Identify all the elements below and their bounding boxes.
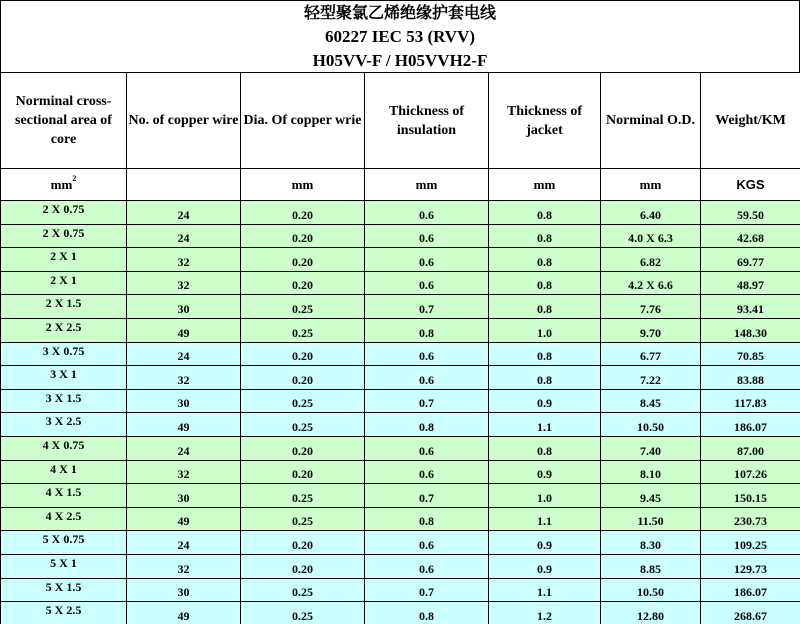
cell-copper-wire-count: 49 <box>127 413 241 437</box>
unit-copper-wire-count <box>127 169 241 201</box>
cell-insulation-thickness: 0.6 <box>365 271 489 295</box>
cell-nominal-od: 8.30 <box>601 531 701 555</box>
cell-cross-section: 4 X 1.5 <box>1 484 127 508</box>
cell-cross-section: 3 X 1 <box>1 366 127 390</box>
table-row <box>1 295 800 319</box>
cell-weight: 69.77 <box>701 248 800 272</box>
table-row <box>1 578 800 602</box>
cell-copper-wire-count: 24 <box>127 224 241 248</box>
spec-table <box>0 72 800 624</box>
header-jacket-thickness: Thickness of jacket <box>489 73 601 169</box>
cell-jacket-thickness: 1.0 <box>489 318 601 342</box>
cell-nominal-od: 6.77 <box>601 342 701 366</box>
cell-copper-wire-diameter: 0.25 <box>241 507 365 531</box>
cell-nominal-od: 10.50 <box>601 578 701 602</box>
cell-insulation-thickness: 0.8 <box>365 413 489 437</box>
unit-weight: KGS <box>701 169 800 201</box>
cell-copper-wire-count: 30 <box>127 295 241 319</box>
cell-weight: 150.15 <box>701 484 800 508</box>
header-weight: Weight/KM <box>701 73 800 169</box>
cell-weight: 48.97 <box>701 271 800 295</box>
cell-insulation-thickness: 0.6 <box>365 342 489 366</box>
cell-jacket-thickness: 1.1 <box>489 507 601 531</box>
cell-weight: 83.88 <box>701 366 800 390</box>
table-row <box>1 531 800 555</box>
cell-cross-section: 4 X 2.5 <box>1 507 127 531</box>
header-nominal-od: Norminal O.D. <box>601 73 701 169</box>
cell-jacket-thickness: 0.8 <box>489 201 601 225</box>
cell-nominal-od: 12.80 <box>601 602 701 624</box>
table-row <box>1 271 800 295</box>
table-row <box>1 201 800 225</box>
cell-jacket-thickness: 0.9 <box>489 554 601 578</box>
cell-jacket-thickness: 0.8 <box>489 271 601 295</box>
cell-jacket-thickness: 0.8 <box>489 366 601 390</box>
cell-cross-section: 5 X 1.5 <box>1 578 127 602</box>
cell-copper-wire-count: 32 <box>127 554 241 578</box>
cell-jacket-thickness: 0.8 <box>489 248 601 272</box>
table-row <box>1 484 800 508</box>
title-chinese: 轻型聚氯乙烯绝缘护套电线 <box>303 3 496 22</box>
cell-weight: 230.73 <box>701 507 800 531</box>
cell-copper-wire-diameter: 0.20 <box>241 248 365 272</box>
cell-weight: 117.83 <box>701 389 800 413</box>
cell-jacket-thickness: 0.8 <box>489 436 601 460</box>
cell-jacket-thickness: 1.1 <box>489 413 601 437</box>
cell-insulation-thickness: 0.7 <box>365 484 489 508</box>
cell-nominal-od: 6.82 <box>601 248 701 272</box>
cell-copper-wire-count: 24 <box>127 342 241 366</box>
cell-copper-wire-diameter: 0.25 <box>241 484 365 508</box>
header-copper-wire-count: No. of copper wire <box>127 73 241 169</box>
cell-copper-wire-count: 49 <box>127 318 241 342</box>
cell-insulation-thickness: 0.7 <box>365 389 489 413</box>
cell-insulation-thickness: 0.7 <box>365 295 489 319</box>
cell-cross-section: 2 X 0.75 <box>1 201 127 225</box>
cell-nominal-od: 4.2 X 6.6 <box>601 271 701 295</box>
cell-nominal-od: 7.40 <box>601 436 701 460</box>
cell-copper-wire-diameter: 0.25 <box>241 295 365 319</box>
cell-copper-wire-count: 32 <box>127 248 241 272</box>
header-copper-wire-diameter: Dia. Of copper wrie <box>241 73 365 169</box>
cell-insulation-thickness: 0.6 <box>365 366 489 390</box>
cell-nominal-od: 10.50 <box>601 413 701 437</box>
cell-jacket-thickness: 0.9 <box>489 531 601 555</box>
cell-weight: 268.67 <box>701 602 800 624</box>
table-row <box>1 460 800 484</box>
cell-jacket-thickness: 0.9 <box>489 389 601 413</box>
table-row <box>1 602 800 624</box>
cell-jacket-thickness: 0.8 <box>489 342 601 366</box>
cell-copper-wire-diameter: 0.20 <box>241 224 365 248</box>
cell-nominal-od: 7.22 <box>601 366 701 390</box>
cell-cross-section: 3 X 0.75 <box>1 342 127 366</box>
units-row <box>1 169 800 201</box>
cell-insulation-thickness: 0.7 <box>365 578 489 602</box>
cell-copper-wire-diameter: 0.20 <box>241 460 365 484</box>
cell-weight: 129.73 <box>701 554 800 578</box>
cell-insulation-thickness: 0.6 <box>365 248 489 272</box>
table-row <box>1 554 800 578</box>
cell-nominal-od: 8.10 <box>601 460 701 484</box>
cell-jacket-thickness: 0.8 <box>489 224 601 248</box>
header-cross-section: Norminal cross-sectional area of core <box>1 73 127 169</box>
unit-cross-section: $mm^2$ <box>1 169 127 201</box>
cell-nominal-od: 8.45 <box>601 389 701 413</box>
cell-jacket-thickness: 1.1 <box>489 578 601 602</box>
cell-copper-wire-diameter: 0.20 <box>241 554 365 578</box>
cell-copper-wire-diameter: 0.20 <box>241 271 365 295</box>
cell-copper-wire-count: 24 <box>127 531 241 555</box>
title-standard: 60227 IEC 53 (RVV) <box>324 27 476 46</box>
table-row <box>1 389 800 413</box>
cell-cross-section: 2 X 1.5 <box>1 295 127 319</box>
cell-nominal-od: 4.0 X 6.3 <box>601 224 701 248</box>
table-row <box>1 248 800 272</box>
cell-copper-wire-diameter: 0.25 <box>241 318 365 342</box>
table-row <box>1 436 800 460</box>
cell-cross-section: 2 X 1 <box>1 248 127 272</box>
cell-jacket-thickness: 1.2 <box>489 602 601 624</box>
cell-copper-wire-count: 30 <box>127 578 241 602</box>
header-insulation-thickness: Thickness of insulation <box>365 73 489 169</box>
cell-copper-wire-diameter: 0.20 <box>241 342 365 366</box>
unit-jacket-thickness: mm <box>489 169 601 201</box>
cell-nominal-od: 9.70 <box>601 318 701 342</box>
cell-nominal-od: 11.50 <box>601 507 701 531</box>
cell-insulation-thickness: 0.6 <box>365 531 489 555</box>
cell-insulation-thickness: 0.6 <box>365 436 489 460</box>
cell-insulation-thickness: 0.8 <box>365 318 489 342</box>
cell-copper-wire-count: 24 <box>127 201 241 225</box>
cell-copper-wire-count: 30 <box>127 389 241 413</box>
cell-copper-wire-count: 49 <box>127 507 241 531</box>
table-row <box>1 413 800 437</box>
cell-copper-wire-count: 32 <box>127 366 241 390</box>
cell-cross-section: 2 X 0.75 <box>1 224 127 248</box>
cell-insulation-thickness: 0.6 <box>365 460 489 484</box>
table-row <box>1 507 800 531</box>
cell-jacket-thickness: 0.8 <box>489 295 601 319</box>
cell-insulation-thickness: 0.8 <box>365 602 489 624</box>
cell-cross-section: 3 X 1.5 <box>1 389 127 413</box>
cell-insulation-thickness: 0.8 <box>365 507 489 531</box>
cell-insulation-thickness: 0.6 <box>365 201 489 225</box>
header-row <box>1 73 800 169</box>
cell-copper-wire-diameter: 0.20 <box>241 366 365 390</box>
cell-jacket-thickness: 1.0 <box>489 484 601 508</box>
cell-copper-wire-count: 30 <box>127 484 241 508</box>
title-block <box>0 0 800 72</box>
cell-copper-wire-count: 32 <box>127 271 241 295</box>
cell-nominal-od: 8.85 <box>601 554 701 578</box>
cell-weight: 186.07 <box>701 413 800 437</box>
cell-jacket-thickness: 0.9 <box>489 460 601 484</box>
cell-nominal-od: 9.45 <box>601 484 701 508</box>
cell-copper-wire-diameter: 0.25 <box>241 413 365 437</box>
cell-copper-wire-count: 24 <box>127 436 241 460</box>
title-model: H05VV-F / H05VVH2-F <box>312 51 488 70</box>
cell-copper-wire-diameter: 0.25 <box>241 602 365 624</box>
cell-weight: 148.30 <box>701 318 800 342</box>
cell-insulation-thickness: 0.6 <box>365 224 489 248</box>
cell-nominal-od: 7.76 <box>601 295 701 319</box>
table-row <box>1 224 800 248</box>
cell-copper-wire-diameter: 0.20 <box>241 436 365 460</box>
unit-insulation-thickness: mm <box>365 169 489 201</box>
cell-cross-section: 4 X 1 <box>1 460 127 484</box>
cell-weight: 107.26 <box>701 460 800 484</box>
cell-weight: 87.00 <box>701 436 800 460</box>
unit-nominal-od: mm <box>601 169 701 201</box>
cell-cross-section: 5 X 2.5 <box>1 602 127 624</box>
unit-copper-wire-diameter: mm <box>241 169 365 201</box>
cell-copper-wire-diameter: 0.20 <box>241 201 365 225</box>
cell-cross-section: 3 X 2.5 <box>1 413 127 437</box>
table-row <box>1 342 800 366</box>
cell-weight: 59.50 <box>701 201 800 225</box>
cell-weight: 186.07 <box>701 578 800 602</box>
cell-weight: 93.41 <box>701 295 800 319</box>
table-row <box>1 366 800 390</box>
cell-weight: 42.68 <box>701 224 800 248</box>
cell-cross-section: 4 X 0.75 <box>1 436 127 460</box>
table-row <box>1 318 800 342</box>
cell-copper-wire-diameter: 0.20 <box>241 531 365 555</box>
cell-copper-wire-count: 49 <box>127 602 241 624</box>
cell-copper-wire-diameter: 0.25 <box>241 578 365 602</box>
cell-weight: 70.85 <box>701 342 800 366</box>
cell-cross-section: 5 X 0.75 <box>1 531 127 555</box>
cell-cross-section: 2 X 1 <box>1 271 127 295</box>
cell-nominal-od: 6.40 <box>601 201 701 225</box>
cell-cross-section: 5 X 1 <box>1 554 127 578</box>
cell-cross-section: 2 X 2.5 <box>1 318 127 342</box>
cell-copper-wire-diameter: 0.25 <box>241 389 365 413</box>
cell-weight: 109.25 <box>701 531 800 555</box>
cell-copper-wire-count: 32 <box>127 460 241 484</box>
cell-insulation-thickness: 0.6 <box>365 554 489 578</box>
